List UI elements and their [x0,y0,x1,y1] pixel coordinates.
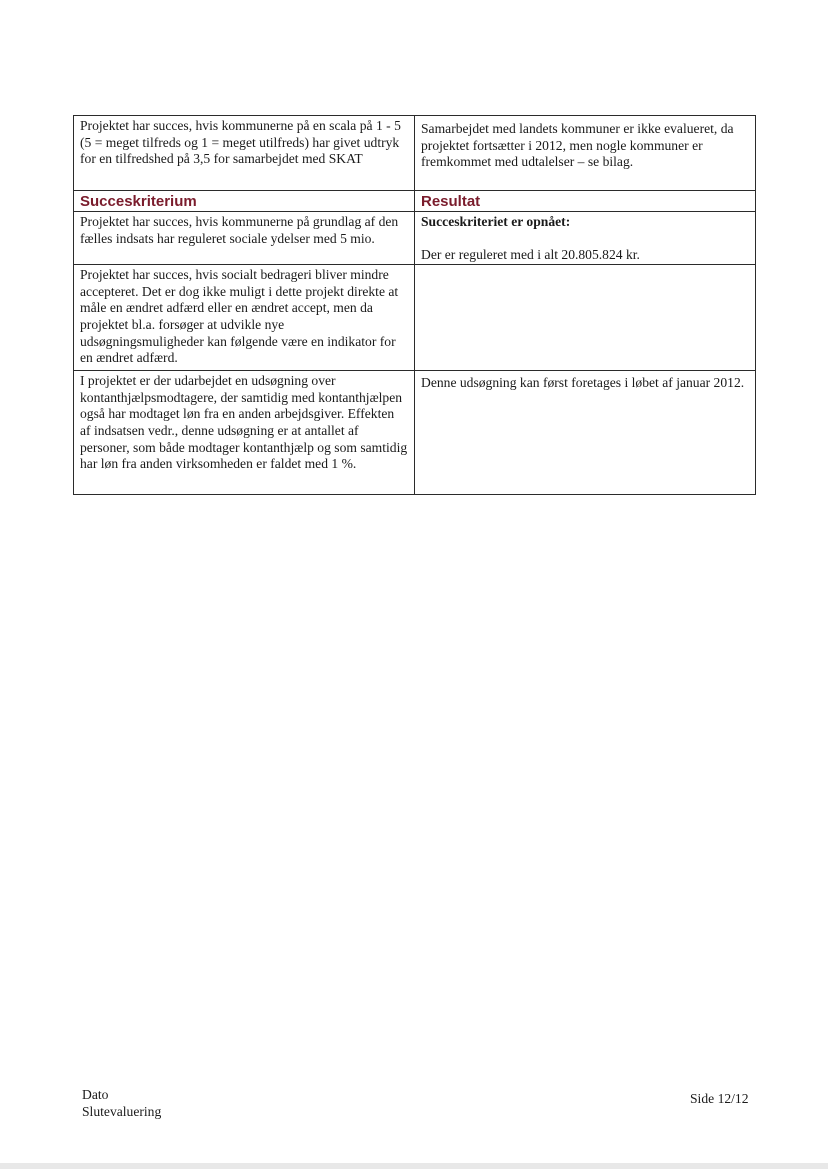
result-cell [415,265,756,371]
result-cell [415,212,756,265]
result-cell: Samarbejdet med landets kommuner er ikke evalueret, da projektet fortsætter i 2012, men nogle kommuner er fremkommet med udtalelser – se bilag. [415,116,756,191]
result-cell: Denne udsøgning kan først foretages i løbet af januar 2012. [415,371,756,495]
header-resultat: Resultat [415,191,756,212]
result-heading: Succeskriteriet er opnået: [421,214,571,229]
evaluation-table [73,115,756,495]
header-succeskriterium: Succeskriterium [74,191,415,212]
criterion-cell: Projektet har succes, hvis socialt bedrageri bliver mindre accepteret. Det er dog ikke muligt i dette projekt direkte at måle en ændret adfærd eller en ændret accept, men da projektet bl.a. forsøger at udvikle nye udsøgningsmuligheder kan følgende være en indikator for en ændret adfærd. [74,265,415,371]
table-row [74,116,756,191]
table-row [74,212,756,265]
footer-doc-name: Slutevaluering [82,1104,162,1119]
result-text: Der er reguleret med i alt 20.805.824 kr. [421,246,640,262]
criterion-cell: Projektet har succes, hvis kommunerne på en scala på 1 - 5 (5 = meget tilfreds og 1 = meget utilfreds) har givet udtryk for en tilfredshed på 3,5 for samarbejdet med SKAT [74,116,415,191]
table-row [74,265,756,371]
footer-left [82,1086,161,1120]
table-header-row [74,191,756,212]
criterion-cell: I projektet er der udarbejdet en udsøgning over kontanthjælpsmodtagere, der samtidig med kontanthjælpen også har modtaget løn fra en anden arbejdsgiver. Effekten af indsatsen vedr., denne udsøgning er at antallet af personer, som både modtager kontanthjælp og som samtidig har løn fra anden virksomheden er faldet med 1 %. [74,371,415,495]
criterion-cell: Projektet har succes, hvis kommunerne på grundlag af den fælles indsats har reguleret sociale ydelser med 5 mio. [74,212,415,265]
spacer [421,231,749,247]
footer-date-label: Dato [82,1087,109,1102]
table-row [74,371,756,495]
scan-edge [0,1163,828,1169]
page-number: Side 12/12 [690,1091,749,1106]
